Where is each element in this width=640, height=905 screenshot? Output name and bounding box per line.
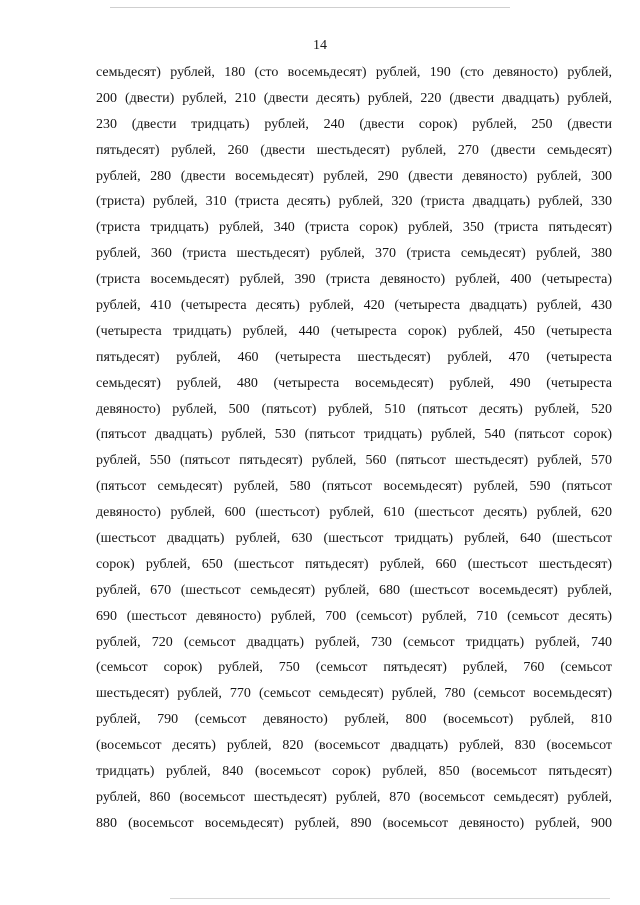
text-line: рублей, 860 (восемьсот шестьдесят) рублей, 870 (восемьсот семьдесят) рублей, (96, 789, 612, 805)
text-line: девяносто) рублей, 600 (шестьсот) рублей, 610 (шестьсот десять) рублей, 620 (96, 505, 612, 521)
text-line: тридцать) рублей, 840 (восемьсот сорок) рублей, 850 (восемьсот пятьдесят) (96, 764, 612, 780)
text-line: (триста тридцать) рублей, 340 (триста сорок) рублей, 350 (триста пятьдесят) (96, 220, 612, 236)
text-line: (триста восемьдесят) рублей, 390 (триста девяносто) рублей, 400 (четыреста) (96, 272, 612, 288)
text-line: семьдесят) рублей, 180 (сто восемьдесят) рублей, 190 (сто девяносто) рублей, (96, 65, 612, 80)
text-line: (пятьсот двадцать) рублей, 530 (пятьсот тридцать) рублей, 540 (пятьсот сорок) (96, 427, 612, 443)
text-line: рублей, 410 (четыреста десять) рублей, 420 (четыреста двадцать) рублей, 430 (96, 298, 612, 314)
text-line: (триста) рублей, 310 (триста десять) рублей, 320 (триста двадцать) рублей, 330 (96, 194, 612, 210)
text-line: (пятьсот семьдесят) рублей, 580 (пятьсот восемьдесят) рублей, 590 (пятьсот (96, 479, 612, 495)
text-line: 690 (шестьсот девяносто) рублей, 700 (семьсот) рублей, 710 (семьсот десять) (96, 608, 612, 624)
text-line: девяноcто) рублей, 500 (пятьсот) рублей, 510 (пятьсот десять) рублей, 520 (96, 401, 612, 417)
text-line: пятьдесят) рублей, 260 (двести шестьдесят) рублей, 270 (двести семьдесят) (96, 142, 612, 158)
text-line: 880 (восемьсот восемьдесят) рублей, 890 (восемьсот девяносто) рублей, 900 (96, 815, 612, 831)
text-line: (восемьсот десять) рублей, 820 (восемьсот двадцать) рублей, 830 (восемьсот (96, 738, 612, 754)
text-line: рублей, 360 (триста шестьдесят) рублей, 370 (триста семьдесят) рублей, 380 (96, 246, 612, 262)
bottom-scan-edge-line (170, 898, 610, 899)
page-number: 14 (313, 38, 327, 53)
text-line: рублей, 720 (семьсот двадцать) рублей, 730 (семьсот тридцать) рублей, 740 (96, 634, 612, 650)
document-body-text (96, 60, 612, 837)
text-line: рублей, 550 (пятьсот пятьдесят) рублей, 560 (пятьсот шестьдесят) рублей, 570 (96, 453, 612, 469)
text-line: 230 (двести тридцать) рублей, 240 (двести сорок) рублей, 250 (двести (96, 116, 612, 132)
text-line: рублей, 670 (шестьсот семьдесят) рублей, 680 (шестьсот восемьдесят) рублей, (96, 582, 612, 598)
text-line: рублей, 280 (двести восемьдесят) рублей, 290 (двести девяносто) рублей, 300 (96, 168, 612, 184)
text-line: рублей, 790 (семьсот девяносто) рублей, 800 (восемьсот) рублей, 810 (96, 712, 612, 728)
top-scan-edge-line (110, 7, 510, 8)
text-line: (шестьсот двадцать) рублей, 630 (шестьсот тридцать) рублей, 640 (шестьсот (96, 531, 612, 547)
text-line: (семьсот сорок) рублей, 750 (семьсот пятьдесят) рублей, 760 (семьсот (96, 660, 612, 676)
text-line: семьдесят) рублей, 480 (четыреста восемьдесят) рублей, 490 (четыреста (96, 375, 612, 391)
text-line: сорок) рублей, 650 (шестьсот пятьдесят) рублей, 660 (шестьсот шестьдесят) (96, 556, 612, 572)
text-line: пятьдесят) рублей, 460 (четыреста шестьдесят) рублей, 470 (четыреста (96, 349, 612, 365)
text-line: 200 (двести) рублей, 210 (двести десять) рублей, 220 (двести двадцать) рублей, (96, 90, 612, 106)
text-line: (четыреста тридцать) рублей, 440 (четыреста сорок) рублей, 450 (четыреста (96, 323, 612, 339)
text-line: шестьдесят) рублей, 770 (семьсот семьдесят) рублей, 780 (семьсот восемьдесят) (96, 686, 612, 702)
